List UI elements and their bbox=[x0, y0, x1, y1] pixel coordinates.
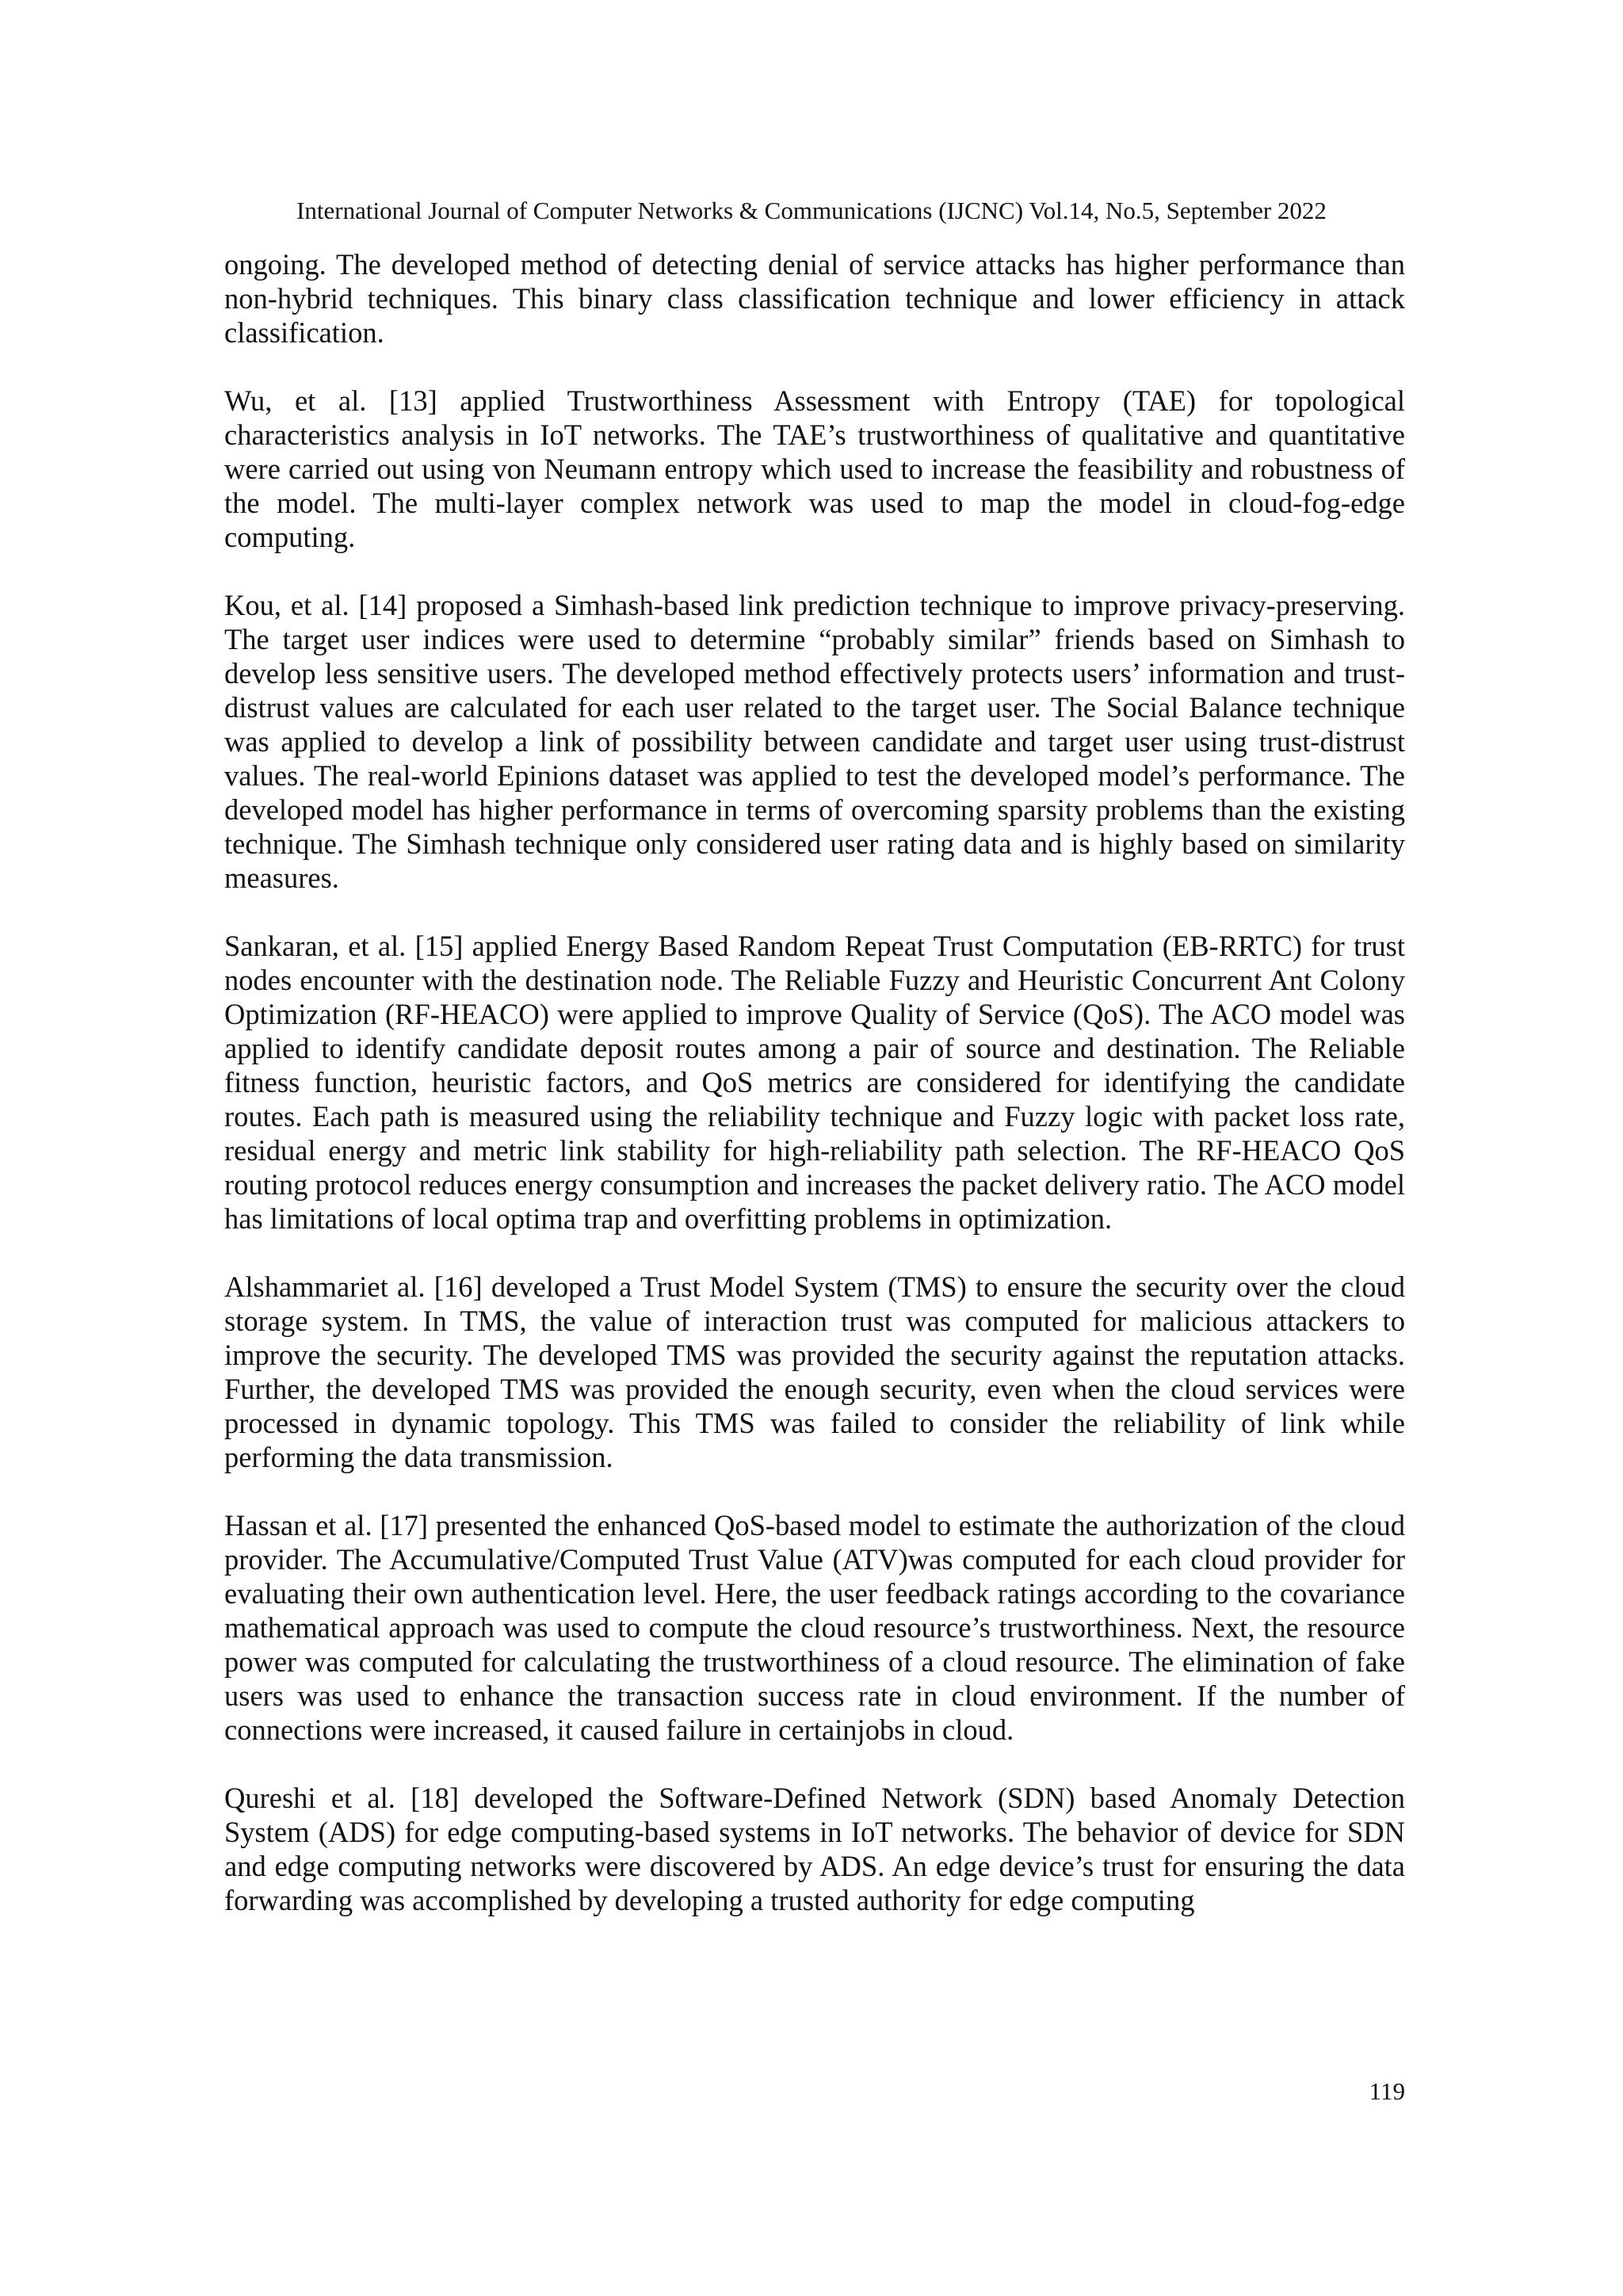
paragraph-alshammari-ref-16: Alshammariet al. [16] developed a Trust Model System (TMS) to ensure the security over the cloud storage system. In TMS, the value of interaction trust was computed for malicious attackers to improve the security. The developed TMS was provided the security against the reputation attacks. Further, the developed TMS was provided the enough security, even when the cloud services were processed in dynamic topology. This TMS was failed to consider the reliability of link while performing the data transmission. bbox=[224, 1270, 1405, 1473]
paragraph-wu-ref-13: Wu, et al. [13] applied Trustworthiness Assessment with Entropy (TAE) for topological characteristics analysis in IoT networks. The TAE’s trustworthiness of qualitative and quantitative were carried out using von Neumann entropy which used to increase the feasibility and robustness of the model. The multi-layer complex network was used to map the model in cloud-fog-edge computing. bbox=[224, 384, 1405, 553]
body-text bbox=[224, 247, 1405, 1951]
paragraph-continuation: ongoing. The developed method of detecting denial of service attacks has higher performance than non-hybrid techniques. This binary class classification technique and lower efficiency in attack classification. bbox=[224, 248, 1405, 349]
paragraph-kou-ref-14: Kou, et al. [14] proposed a Simhash-based link prediction technique to improve privacy-preserving. The target user indices were used to determine “probably similar” friends based on Simhash to develop less sensitive users. The developed method effectively protects users’ information and trust-distrust values are calculated for each user related to the target user. The Social Balance technique was applied to develop a link of possibility between candidate and target user using trust-distrust values. The real-world Epinions dataset was applied to test the developed model’s performance. The developed model has higher performance in terms of overcoming sparsity problems than the existing technique. The Simhash technique only considered user rating data and is highly based on similarity measures. bbox=[224, 589, 1405, 894]
paragraph-hassan-ref-17: Hassan et al. [17] presented the enhanced QoS-based model to estimate the authorization of the cloud provider. The Accumulative/Computed Trust Value (ATV)was computed for each cloud provider for evaluating their own authentication level. Here, the user feedback ratings according to the covariance mathematical approach was used to compute the cloud resource’s trustworthiness. Next, the resource power was computed for calculating the trustworthiness of a cloud resource. The elimination of fake users was used to enhance the transaction success rate in cloud environment. If the number of connections were increased, it caused failure in certainjobs in cloud. bbox=[224, 1509, 1405, 1746]
page-number: 119 bbox=[1369, 2077, 1405, 2105]
paragraph-sankaran-ref-15: Sankaran, et al. [15] applied Energy Based Random Repeat Trust Computation (EB-RRTC) for trust nodes encounter with the destination node. The Reliable Fuzzy and Heuristic Concurrent Ant Colony Optimization (RF-HEACO) were applied to improve Quality of Service (QoS). The ACO model was applied to identify candidate deposit routes among a pair of source and destination. The Reliable fitness function, heuristic factors, and QoS metrics are considered for identifying the candidate routes. Each path is measured using the reliability technique and Fuzzy logic with packet loss rate, residual energy and metric link stability for high-reliability path selection. The RF-HEACO QoS routing protocol reduces energy consumption and increases the packet delivery ratio. The ACO model has limitations of local optima trap and overfitting problems in optimization. bbox=[224, 930, 1405, 1235]
paragraph-qureshi-ref-18: Qureshi et al. [18] developed the Software-Defined Network (SDN) based Anomaly Detection System (ADS) for edge computing-based systems in IoT networks. The behavior of device for SDN and edge computing networks were discovered by ADS. An edge device’s trust for ensuring the data forwarding was accomplished by developing a trusted authority for edge computing bbox=[224, 1782, 1405, 1916]
running-header: International Journal of Computer Networks & Communications (IJCNC) Vol.14, No.5, September 2022 bbox=[296, 197, 1327, 224]
